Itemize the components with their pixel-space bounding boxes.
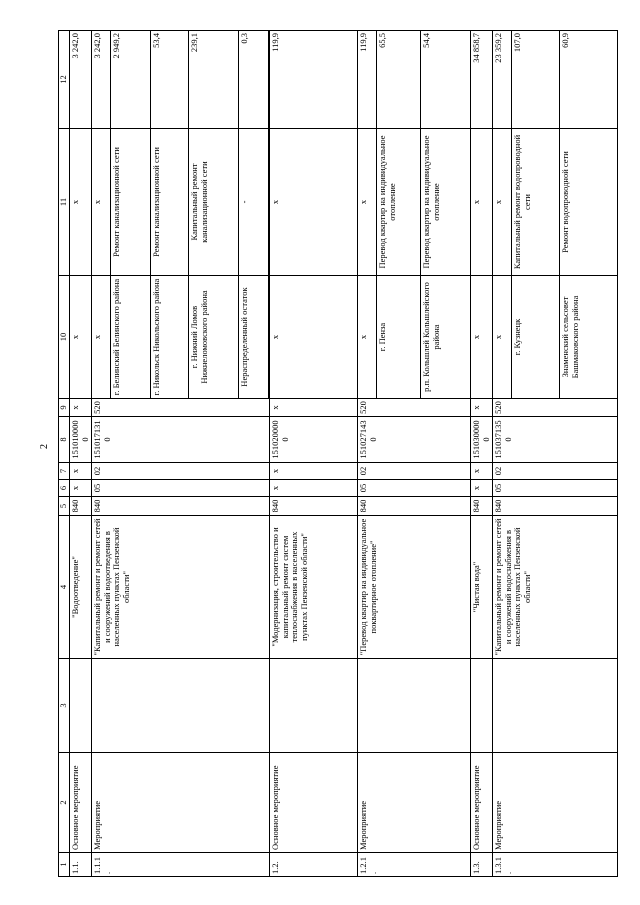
row-location: г. Белинский Белинского района [111,276,151,399]
row-type: Мероприятие [358,753,471,853]
row-amount: 3 242,0 [92,31,111,129]
table-row [70,31,92,877]
row-amount: 53,4 [151,31,189,129]
header-cell: 8 [59,417,70,463]
row-type: Мероприятие [92,753,270,853]
row-work: x [358,129,377,276]
table-row [358,31,377,877]
row-col3 [270,659,358,753]
row-code-section: 05 [358,480,471,497]
row-code-target: 1510100000 [70,417,92,463]
row-type: Основное мероприятие [270,753,358,853]
row-code-grbs: 840 [92,497,270,516]
row-code-grbs: 840 [493,497,618,516]
row-location: г. Нижний Ломов Нижнеломовского района [189,276,239,399]
row-code-target: 1510200000 [270,417,358,463]
row-location: г. Пенза [377,276,421,399]
row-work: Перевод квартир на индивидуальное отопление [421,129,471,276]
row-code-grbs: 840 [471,497,493,516]
row-code-type: x [70,399,92,417]
row-location: Знаменский сельсовет Башмаковского района [560,276,618,399]
row-amount: 2 949,2 [111,31,151,129]
row-work: Ремонт водопроводной сети [560,129,618,276]
row-code-section: x [270,480,358,497]
row-title: "Водоотведение" [70,516,92,659]
row-location: г. Кузнецк [512,276,560,399]
row-amount: 34 858,7 [471,31,493,129]
row-title: "Капитальный ремонт и ремонт сетей и сооружений водоснабжения в населенных пунктах Пензенской области" [493,516,618,659]
header-cell: 1 [59,853,70,877]
row-code-type: 520 [358,399,471,417]
row-amount: 3 242,0 [70,31,92,129]
table-row [471,31,493,877]
header-cell: 3 [59,659,70,753]
header-cell: 10 [59,276,70,399]
row-code-type: 520 [493,399,618,417]
table-row [270,31,358,877]
row-title: "Чистая вода" [471,516,493,659]
row-code-section: 05 [493,480,618,497]
row-code-target: 1510171310 [92,417,270,463]
row-amount: 0,3 [239,31,269,129]
table-row [92,31,111,877]
row-type: Основное мероприятие [70,753,92,853]
header-cell: 6 [59,480,70,497]
row-work: x [471,129,493,276]
header-row [59,31,70,877]
document-table-container [58,31,616,877]
row-code-target: 1510371350 [493,417,618,463]
row-col3 [92,659,270,753]
row-amount: 54,4 [421,31,471,129]
row-code-section: 05 [92,480,270,497]
row-amount: 119,9 [358,31,377,129]
row-code-subsection: 02 [358,463,471,480]
row-code-section: x [70,480,92,497]
header-cell: 7 [59,463,70,480]
row-work: x [270,129,358,276]
row-code-section: x [471,480,493,497]
row-code-grbs: 840 [70,497,92,516]
row-amount: 23 359,2 [493,31,512,129]
row-work: - [239,129,269,276]
row-number: 1.1.1. [92,853,270,877]
row-amount: 60,9 [560,31,618,129]
row-code-type: 520 [92,399,270,417]
row-location: x [70,276,92,399]
row-location: x [471,276,493,399]
row-code-target: 1510271430 [358,417,471,463]
row-type: Мероприятие [493,753,618,853]
row-code-grbs: 840 [358,497,471,516]
row-title: "Модернизация, строительство и капитальный ремонт систем теплоснабжения в населенных пунктах Пензенской области" [270,516,358,659]
row-work: x [92,129,111,276]
row-code-grbs: 840 [270,497,358,516]
row-title: "Перевод квартир на индивидуальное поквартирное отопление" [358,516,471,659]
row-col3 [70,659,92,753]
row-location: x [270,276,358,399]
row-amount: 119,9 [270,31,358,129]
row-location: р.п. Кольшлей Кольшлейского района [421,276,471,399]
row-work: Капитальный ремонт канализационной сети [189,129,239,276]
row-location: x [493,276,512,399]
row-code-subsection: x [70,463,92,480]
row-code-subsection: x [471,463,493,480]
row-title: "Капитальный ремонт и ремонт сетей и сооружений водоотведения в населенных пунктах Пензенской области" [92,516,270,659]
row-location: x [358,276,377,399]
row-code-subsection: 02 [493,463,618,480]
row-col3 [358,659,471,753]
row-amount: 65,5 [377,31,421,129]
row-col3 [493,659,618,753]
row-location: Нераспределенный остаток [239,276,269,399]
row-work: Перевод квартир на индивидуальное отопление [377,129,421,276]
header-cell: 12 [59,31,70,129]
header-cell: 4 [59,516,70,659]
header-cell: 11 [59,129,70,276]
page-number: 2 [39,444,50,449]
row-code-subsection: 02 [92,463,270,480]
row-work: x [493,129,512,276]
table-row [493,31,512,877]
row-code-type: x [270,399,358,417]
row-work: Ремонт канализационной сети [111,129,151,276]
row-number: 1.2.1. [358,853,471,877]
row-location: г. Никольск Никольского района [151,276,189,399]
row-work: Капитальный ремонт водопроводной сети [512,129,560,276]
row-code-subsection: x [270,463,358,480]
header-cell: 2 [59,753,70,853]
row-type: Основное мероприятие [471,753,493,853]
row-code-type: x [471,399,493,417]
row-code-target: 1510300000 [471,417,493,463]
row-amount: 239,1 [189,31,239,129]
row-number: 1.3.1. [493,853,618,877]
row-col3 [471,659,493,753]
row-work: Ремонт канализационной сети [151,129,189,276]
row-number: 1.3. [471,853,493,877]
row-number: 1.1. [70,853,92,877]
row-number: 1.2. [270,853,358,877]
header-cell: 9 [59,399,70,417]
row-amount: 107,0 [512,31,560,129]
row-work: x [70,129,92,276]
row-location: x [92,276,111,399]
header-cell: 5 [59,497,70,516]
program-table [58,30,618,877]
